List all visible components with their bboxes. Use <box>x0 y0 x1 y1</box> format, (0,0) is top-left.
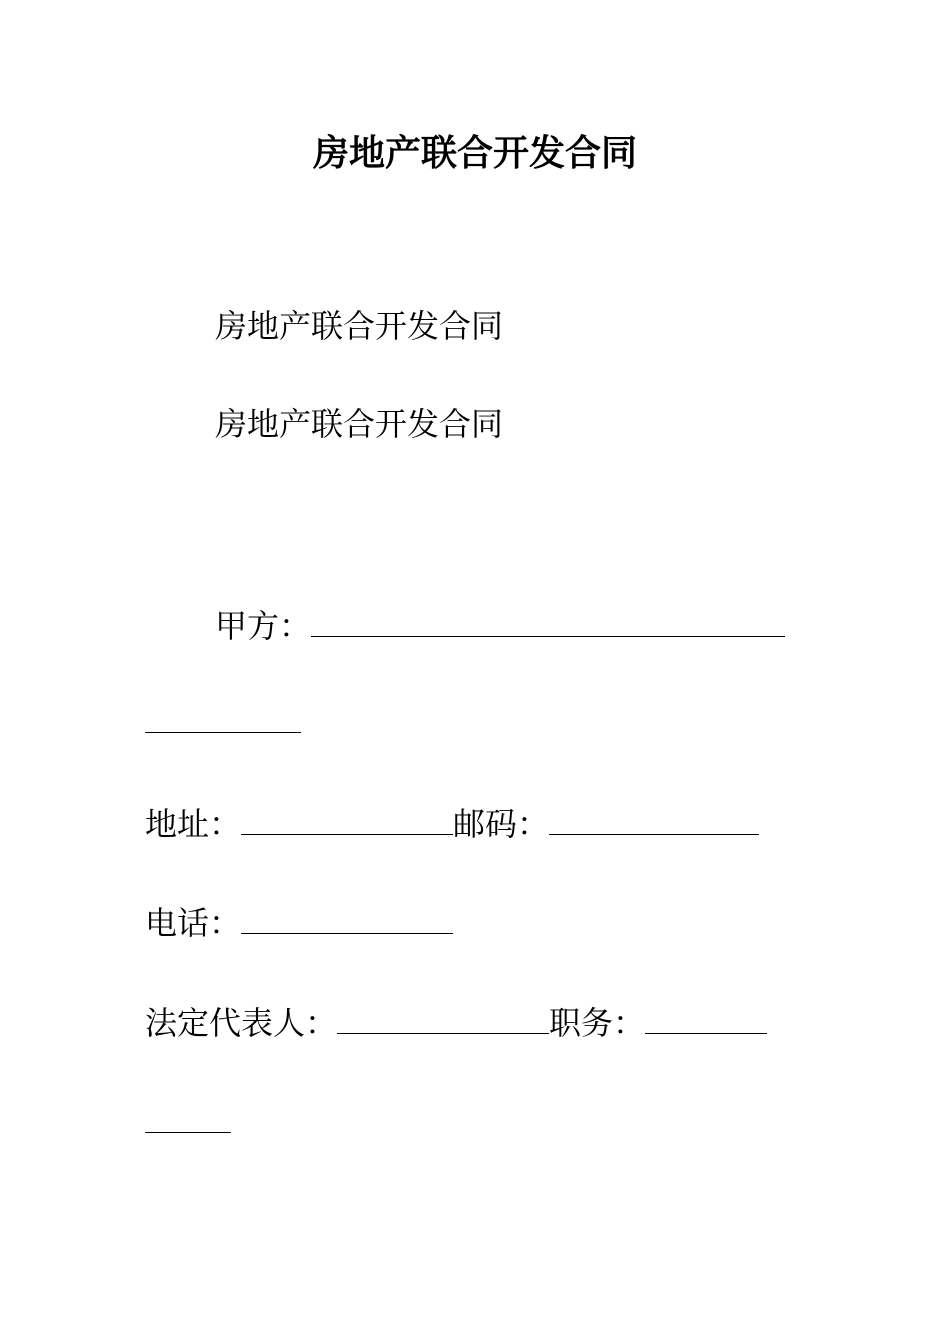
position-label: 职务： <box>549 1004 646 1042</box>
party-a-row <box>215 604 785 648</box>
subtitle-line-2: 房地产联合开发合同 <box>215 405 504 443</box>
phone-blank[interactable] <box>241 903 453 934</box>
address-blank[interactable] <box>241 804 453 835</box>
subtitle-line-1: 房地产联合开发合同 <box>215 307 504 345</box>
party-a-blank-continuation-row <box>145 700 301 744</box>
position-blank[interactable] <box>645 1003 767 1034</box>
legal-rep-blank[interactable] <box>337 1003 549 1034</box>
phone-label: 电话： <box>145 904 242 942</box>
postcode-blank[interactable] <box>549 804 759 835</box>
party-a-blank-continuation[interactable] <box>145 702 301 733</box>
address-label: 地址： <box>145 805 242 843</box>
legal-rep-row <box>145 1001 767 1045</box>
position-blank-continuation-row <box>145 1100 231 1144</box>
legal-rep-label: 法定代表人： <box>145 1004 338 1042</box>
address-row <box>145 802 759 846</box>
position-blank-continuation[interactable] <box>145 1102 231 1133</box>
postcode-label: 邮码： <box>453 805 550 843</box>
document-title: 房地产联合开发合同 <box>312 132 637 174</box>
party-a-blank[interactable] <box>311 606 785 637</box>
phone-row <box>145 901 453 945</box>
party-a-label: 甲方： <box>215 607 312 645</box>
